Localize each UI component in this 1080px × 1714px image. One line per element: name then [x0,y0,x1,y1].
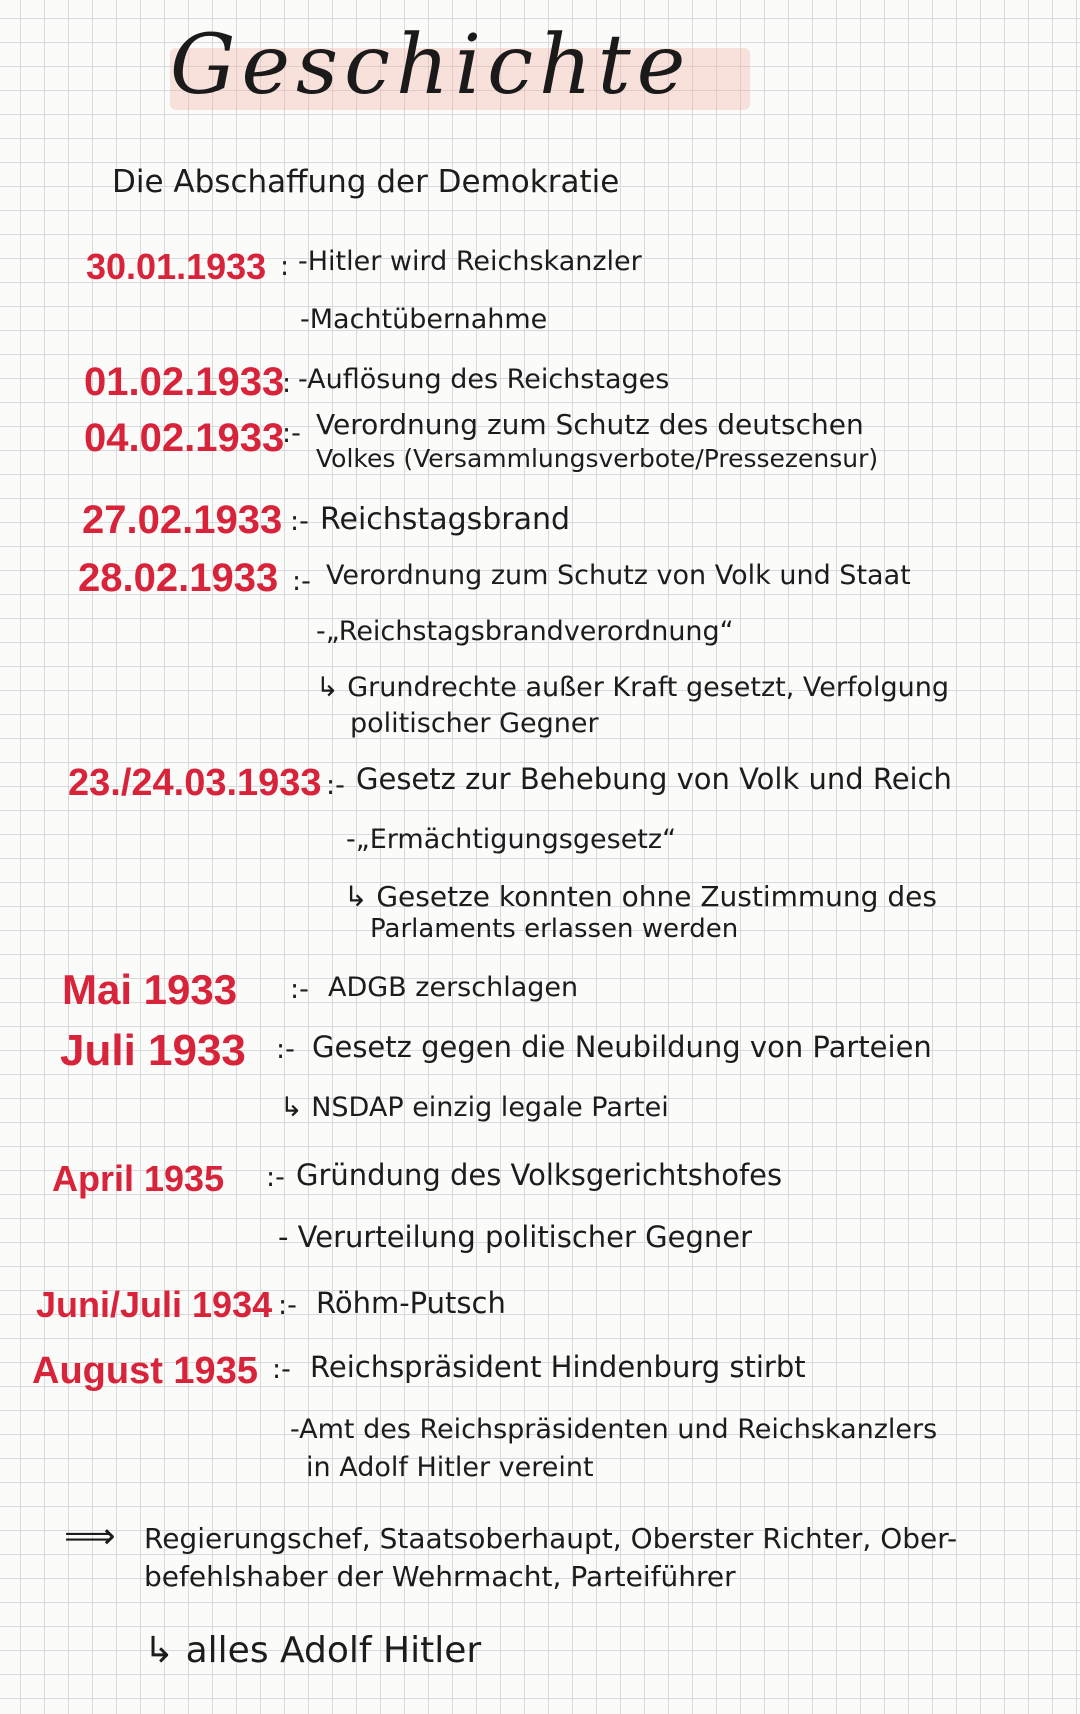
date-label: August 1935 [32,1350,258,1392]
conclusion-line: befehlshaber der Wehrmacht, Parteiführer [144,1560,736,1593]
entry-text: ↳ Gesetze konnten ohne Zustimmung des [344,880,937,913]
date-label: Mai 1933 [62,966,238,1013]
entry-text: -„Reichstagsbrandverordnung“ [316,616,734,647]
date-separator: :- [292,566,311,597]
entry-text: -„Ermächtigungsgesetz“ [346,824,677,855]
entry-text: ↳ Grundrechte außer Kraft gesetzt, Verfolgung [316,672,950,703]
entry-text: Gesetz gegen die Neubildung von Parteien [312,1030,932,1064]
date-label: 04.02.1933 [84,416,285,460]
date-separator: :- [266,1162,285,1193]
date-separator: :- [282,418,301,449]
date-separator: :- [290,974,309,1005]
entry-text: Gründung des Volksgerichtshofes [296,1158,783,1192]
page-title: Geschichte [170,18,692,113]
date-separator: :- [276,1034,295,1065]
entry-text: -Auflösung des Reichstages [298,364,670,395]
entry-text: Röhm-Putsch [316,1286,506,1320]
conclusion-arrow: ⟹ [64,1516,116,1557]
entry-text: - Verurteilung politischer Gegner [278,1220,753,1254]
entry-text: in Adolf Hitler vereint [306,1452,594,1483]
entry-text: ↳ NSDAP einzig legale Partei [280,1092,669,1123]
entry-text: Reichspräsident Hindenburg stirbt [310,1350,806,1384]
date-label: April 1935 [52,1158,225,1199]
date-separator: :- [290,506,309,537]
date-label: 30.01.1933 [86,246,267,287]
entry-text: politischer Gegner [350,708,599,739]
entry-text: -Hitler wird Reichskanzler [298,246,642,277]
entry-text: -Machtübernahme [300,304,548,335]
entry-text: Verordnung zum Schutz von Volk und Staat [326,560,911,591]
date-label: 28.02.1933 [78,556,279,600]
date-label: Juli 1933 [60,1026,246,1075]
entry-text: -Amt des Reichspräsidenten und Reichskanzlers [290,1414,938,1445]
date-separator: : [282,368,292,399]
entry-text: Volkes (Versammlungsverbote/Pressezensur) [316,444,879,473]
date-label: Juni/Juli 1934 [36,1284,273,1325]
entry-text: ADGB zerschlagen [328,972,579,1003]
date-label: 27.02.1933 [82,498,283,542]
date-label: 01.02.1933 [84,360,285,404]
date-separator: : [280,251,290,282]
date-separator: :- [278,1290,297,1321]
subtitle: Die Abschaffung der Demokratie [112,164,620,200]
conclusion-result: ↳ alles Adolf Hitler [144,1630,482,1671]
date-separator: :- [326,770,345,801]
entry-text: Gesetz zur Behebung von Volk und Reich [356,762,952,796]
conclusion-line: Regierungschef, Staatsoberhaupt, Oberster Richter, Ober- [144,1522,958,1555]
date-label: 23./24.03.1933 [68,762,322,804]
date-separator: :- [272,1354,291,1385]
entry-text: Reichstagsbrand [320,502,571,537]
entry-text: Verordnung zum Schutz des deutschen [316,408,864,441]
entry-text: Parlaments erlassen werden [370,914,739,944]
